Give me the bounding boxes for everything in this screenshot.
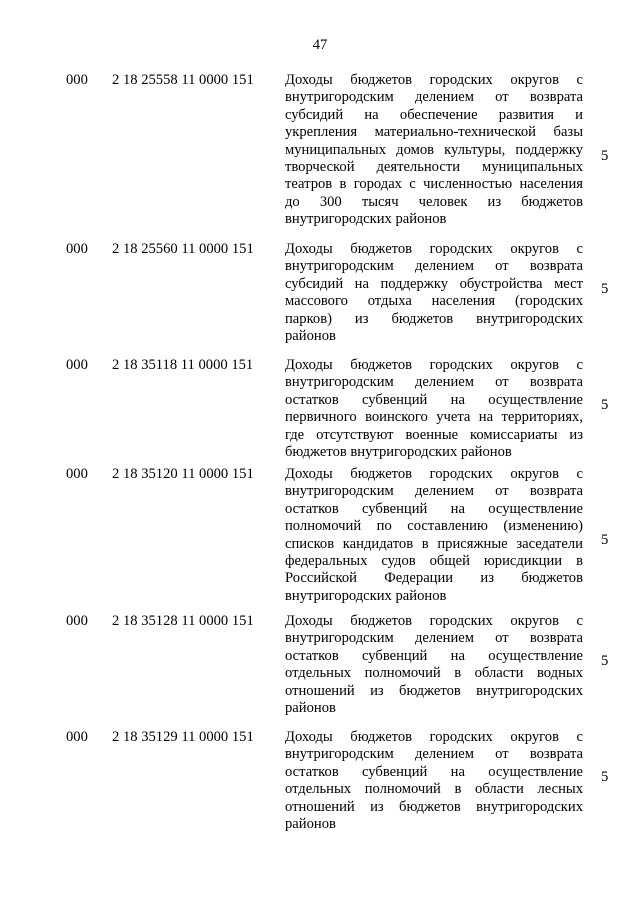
- income-description: [285, 729, 583, 833]
- description-line: отдельных полномочий в области водных: [285, 665, 583, 682]
- description-line: до 300 тысяч человек из бюджетов: [285, 193, 583, 210]
- admin-code: 000: [66, 466, 88, 482]
- description-line: районов: [285, 327, 336, 344]
- description-line: полномочий по составлению (изменению): [285, 518, 583, 535]
- income-description: [285, 466, 583, 605]
- budget-classification-code: 2 18 35118 11 0000 151: [112, 357, 254, 373]
- description-line: районов: [285, 815, 336, 832]
- amount-value: 5: [601, 653, 609, 669]
- description-line: Доходы бюджетов городских округов с: [285, 357, 583, 373]
- description-line: муниципальных домов культуры, поддержку: [285, 141, 583, 158]
- budget-classification-code: 2 18 35120 11 0000 151: [112, 466, 254, 482]
- description-line: отношений из бюджетов внутригородских: [285, 682, 583, 699]
- description-line: остатков субвенций на осуществление: [285, 500, 583, 517]
- description-line: районов: [285, 699, 336, 716]
- description-line: массового отдыха населения (городских: [285, 293, 583, 310]
- description-line: внутригородским делением от возврата: [285, 746, 583, 763]
- admin-code: 000: [66, 72, 88, 88]
- description-line: Доходы бюджетов городских округов с: [285, 466, 583, 482]
- budget-classification-code: 2 18 35128 11 0000 151: [112, 613, 254, 629]
- description-line: где отсутствуют военные комиссариаты из: [285, 426, 583, 443]
- table-row: [0, 357, 640, 461]
- description-line: Доходы бюджетов городских округов с: [285, 241, 583, 257]
- income-description: [285, 357, 583, 461]
- description-line: внутригородским делением от возврата: [285, 89, 583, 106]
- income-description: [285, 72, 583, 229]
- description-line: остатков субвенций на осуществление: [285, 647, 583, 664]
- description-line: Доходы бюджетов городских округов с: [285, 729, 583, 745]
- budget-classification-code: 2 18 35129 11 0000 151: [112, 729, 254, 745]
- amount-value: 5: [601, 769, 609, 785]
- description-line: отношений из бюджетов внутригородских: [285, 798, 583, 815]
- income-description: [285, 613, 583, 717]
- description-line: федеральных судов общей юрисдикции в: [285, 552, 583, 569]
- page-number: 47: [312, 37, 328, 53]
- admin-code: 000: [66, 613, 88, 629]
- description-line: театров в городах с численностью населения: [285, 176, 583, 193]
- description-line: парков) из бюджетов внутригородских: [285, 310, 583, 327]
- income-description: [285, 241, 583, 345]
- description-line: внутригородским делением от возврата: [285, 374, 583, 391]
- table-row: [0, 466, 640, 605]
- description-line: внутригородским делением от возврата: [285, 630, 583, 647]
- table-row: [0, 613, 640, 717]
- description-line: субсидий на поддержку обустройства мест: [285, 275, 583, 292]
- admin-code: 000: [66, 241, 88, 257]
- amount-value: 5: [601, 397, 609, 413]
- description-line: внутригородских районов: [285, 211, 447, 228]
- description-line: первичного воинского учета на территориях,: [285, 409, 583, 426]
- description-line: внутригородским делением от возврата: [285, 483, 583, 500]
- description-line: внутригородским делением от возврата: [285, 258, 583, 275]
- budget-classification-code: 2 18 25560 11 0000 151: [112, 241, 254, 257]
- table-row: [0, 729, 640, 833]
- description-line: Доходы бюджетов городских округов с: [285, 613, 583, 629]
- amount-value: 5: [601, 532, 609, 548]
- description-line: субсидий на обеспечение развития и: [285, 106, 583, 123]
- description-line: укрепления материально-технической базы: [285, 124, 583, 141]
- description-line: списков кандидатов в присяжные заседатели: [285, 535, 583, 552]
- description-line: остатков субвенций на осуществление: [285, 391, 583, 408]
- description-line: бюджетов внутригородских районов: [285, 443, 512, 460]
- description-line: внутригородских районов: [285, 587, 447, 604]
- table-row: [0, 241, 640, 345]
- admin-code: 000: [66, 357, 88, 373]
- amount-value: 5: [601, 281, 609, 297]
- description-line: остатков субвенций на осуществление: [285, 763, 583, 780]
- admin-code: 000: [66, 729, 88, 745]
- description-line: творческой деятельности муниципальных: [285, 158, 583, 175]
- description-line: Доходы бюджетов городских округов с: [285, 72, 583, 88]
- description-line: Российской Федерации из бюджетов: [285, 570, 583, 587]
- description-line: отдельных полномочий в области лесных: [285, 781, 583, 798]
- budget-classification-code: 2 18 25558 11 0000 151: [112, 72, 254, 88]
- amount-value: 5: [601, 148, 609, 164]
- table-row: [0, 72, 640, 229]
